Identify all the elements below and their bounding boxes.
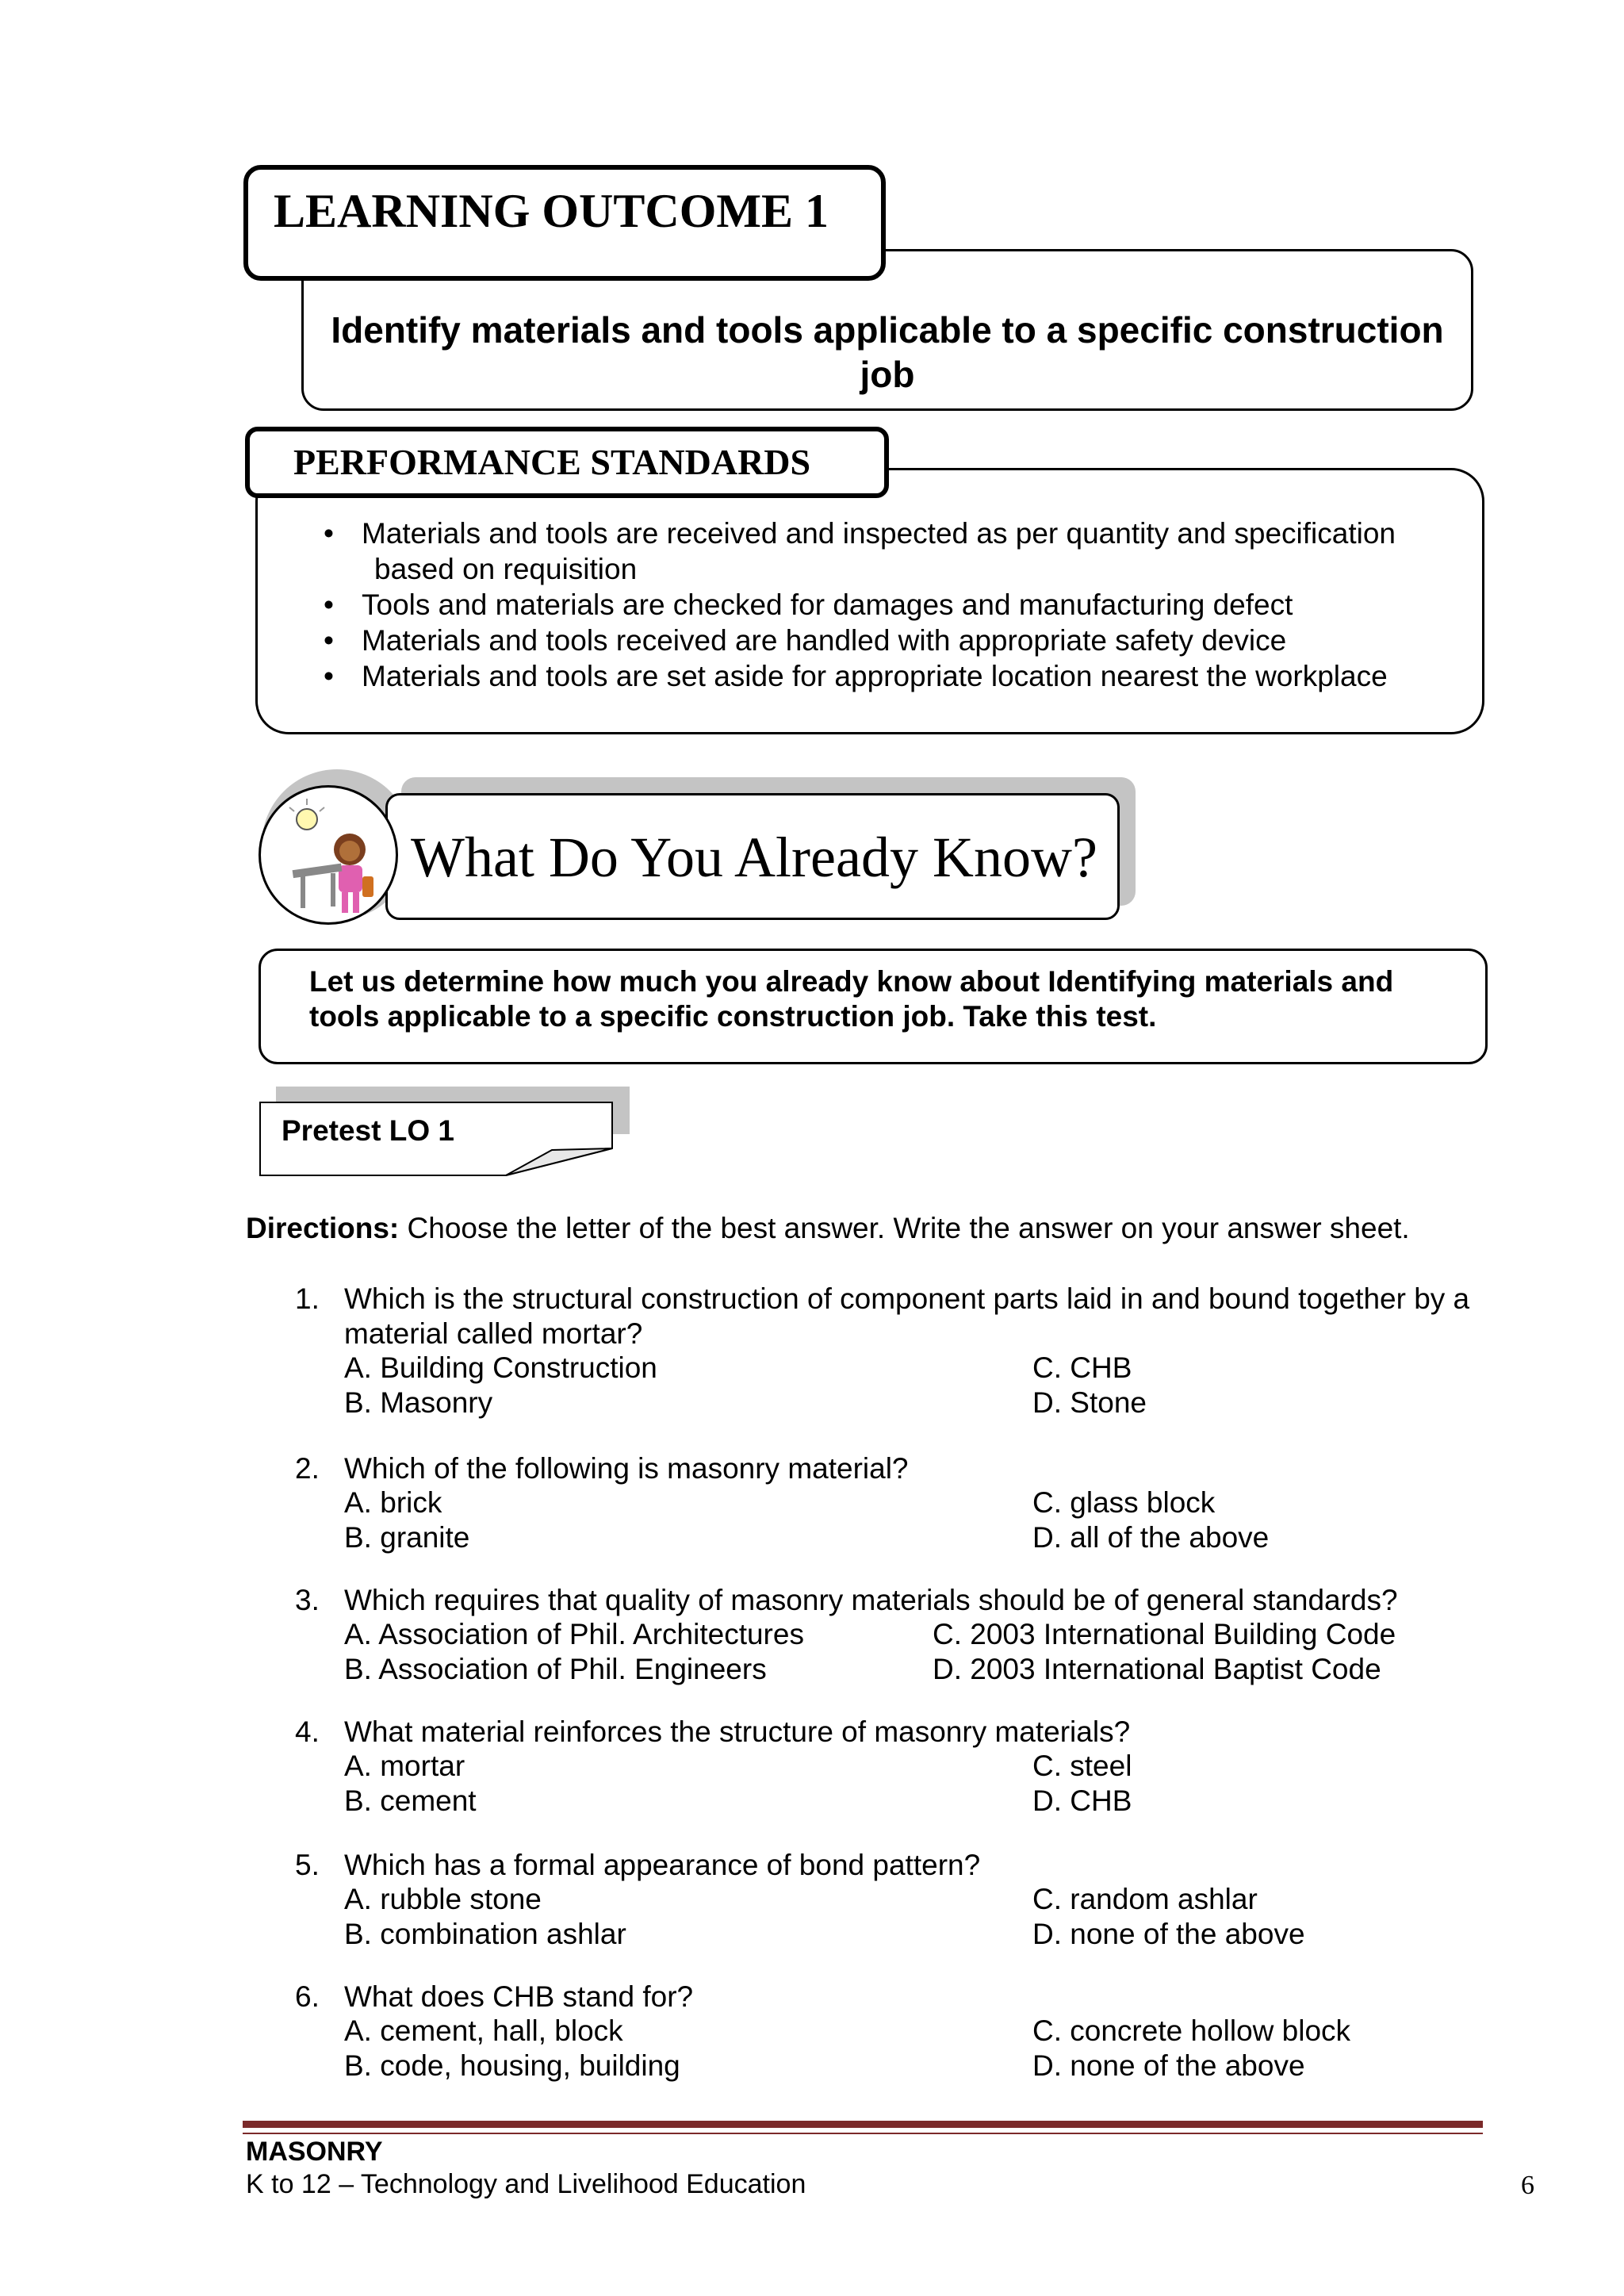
option-c: C. concrete hollow block	[1032, 2014, 1351, 2047]
know-section-title: What Do You Already Know?	[411, 826, 1097, 889]
option-a: A. Association of Phil. Architectures	[344, 1618, 804, 1650]
option-a: A. Building Construction	[344, 1351, 657, 1384]
option-c: C. glass block	[1032, 1486, 1216, 1519]
list-item: • Materials and tools are received and inspected as per quantity and specification based on requisition	[317, 516, 1459, 587]
pretest-label: Pretest LO 1	[282, 1114, 454, 1147]
page-number: 6	[1521, 2171, 1534, 2200]
performance-standards-list	[317, 516, 1459, 694]
option-b: B. cement	[344, 1784, 477, 1817]
option-d: D. none of the above	[1032, 1918, 1305, 1950]
directions: Directions: Choose the letter of the best answer. Write the answer on your answer sheet.	[246, 1212, 1410, 1244]
option-d: D. CHB	[1032, 1784, 1132, 1817]
footer-subject: MASONRY	[246, 2137, 383, 2167]
learning-outcome-description: Identify materials and tools applicable to a specific construction job	[331, 309, 1444, 395]
option-d: D. Stone	[1032, 1386, 1147, 1419]
list-item: • Materials and tools received are handled with appropriate safety device	[317, 623, 1459, 658]
option-c: C. steel	[1032, 1750, 1132, 1782]
option-c: C. random ashlar	[1032, 1883, 1258, 1915]
option-c: C. 2003 International Building Code	[933, 1618, 1396, 1650]
footer-course: K to 12 – Technology and Livelihood Education	[246, 2169, 806, 2199]
option-b: B. combination ashlar	[344, 1918, 626, 1950]
list-item: • Tools and materials are checked for damages and manufacturing defect	[317, 587, 1459, 623]
footer-rule-thin	[243, 2133, 1483, 2134]
option-d: D. 2003 International Baptist Code	[933, 1653, 1381, 1685]
option-a: A. brick	[344, 1486, 442, 1519]
learning-outcome-title: LEARNING OUTCOME 1	[274, 185, 829, 237]
intro-text: Let us determine how much you already know about Identifying materials and tools applicable to a specific construction job. Take this test.	[309, 965, 1394, 1033]
option-d: D. all of the above	[1032, 1521, 1270, 1554]
option-a: A. mortar	[344, 1750, 465, 1782]
option-a: A. cement, hall, block	[344, 2014, 623, 2047]
option-b: B. Masonry	[344, 1386, 493, 1419]
list-item: • Materials and tools are set aside for appropriate location nearest the workplace	[317, 658, 1459, 694]
option-b: B. Association of Phil. Engineers	[344, 1653, 767, 1685]
student-at-desk-icon	[259, 785, 398, 925]
option-b: B. granite	[344, 1521, 470, 1554]
option-b: B. code, housing, building	[344, 2049, 680, 2082]
performance-standards-title: PERFORMANCE STANDARDS	[293, 442, 811, 482]
option-c: C. CHB	[1032, 1351, 1132, 1384]
footer-rule	[243, 2121, 1483, 2128]
option-d: D. none of the above	[1032, 2049, 1305, 2082]
option-a: A. rubble stone	[344, 1883, 542, 1915]
